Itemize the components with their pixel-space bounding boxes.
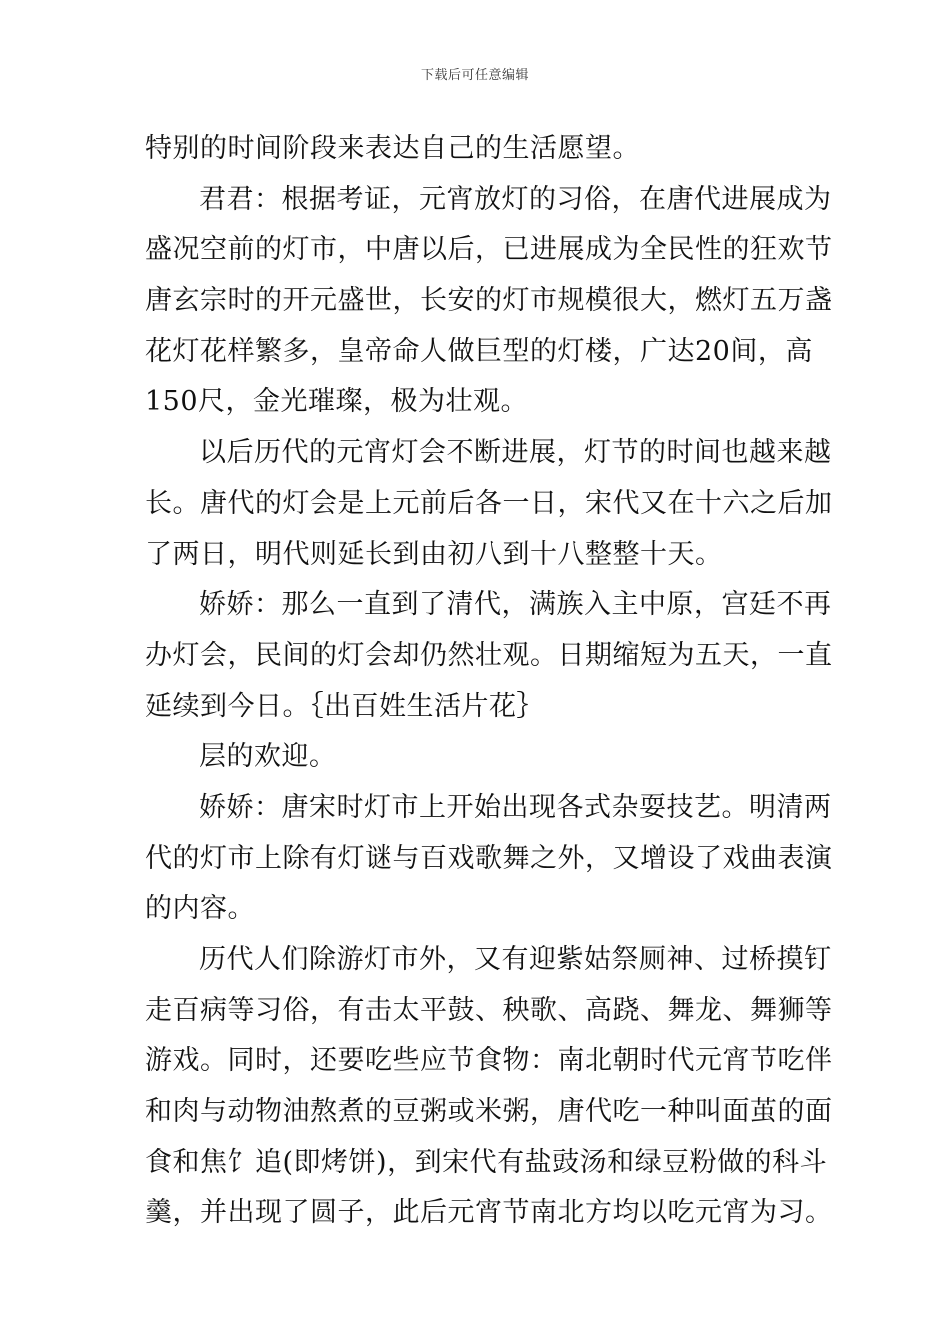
text-line: 花灯花样繁多，皇帝命人做巨型的灯楼，广达20间，高 — [145, 335, 813, 367]
text-line: 羹，并出现了圆子，此后元宵节南北方均以吃元宵为习。 — [145, 1197, 833, 1229]
text-line: 特别的时间阶段来表达自己的生活愿望。 — [145, 133, 640, 164]
text-line: 代的灯市上除有灯谜与百戏歌舞之外，又增设了戏曲表演 — [145, 842, 833, 874]
paragraph-start-line: 娇娇：唐宋时灯市上开始出现各式杂耍技艺。明清两 — [199, 791, 832, 823]
text-line: 和肉与动物油熬煮的豆粥或米粥，唐代吃一种叫面茧的面 — [145, 1096, 833, 1128]
text-line: 办灯会，民间的灯会却仍然壮观。日期缩短为五天，一直 — [145, 639, 833, 671]
text-line: 唐玄宗时的开元盛世，长安的灯市规模很大，燃灯五万盏 — [145, 285, 833, 317]
text-line: 的内容。 — [145, 893, 255, 925]
paragraph-start-line: 层的欢迎。 — [199, 741, 337, 773]
text-line: 长。唐代的灯会是上元前后各一日，宋代又在十六之后加 — [145, 487, 833, 519]
paragraph-start-line: 以后历代的元宵灯会不断进展，灯节的时间也越来越 — [199, 437, 832, 469]
paragraph-start-line: 君君：根据考证，元宵放灯的习俗，在唐代进展成为 — [199, 183, 832, 215]
text-line: 食和焦饣追(即烤饼)，到宋代有盐豉汤和绿豆粉做的科斗 — [145, 1146, 828, 1178]
text-line: 走百病等习俗，有击太平鼓、秧歌、高跷、舞龙、舞狮等 — [145, 994, 833, 1026]
text-line: 150尺，金光璀璨，极为壮观。 — [145, 386, 529, 418]
page-header-note: 下载后可任意编辑 — [420, 68, 529, 83]
text-line: 盛况空前的灯市，中唐以后，已进展成为全民性的狂欢节 — [145, 234, 833, 266]
paragraph-start-line: 历代人们除游灯市外，又有迎紫姑祭厕神、过桥摸钉 — [199, 944, 832, 975]
paragraph-start-line: 娇娇：那么一直到了清代，满族入主中原，宫廷不再 — [199, 589, 832, 621]
text-line: 游戏。同时，还要吃些应节食物：南北朝时代元宵节吃伴 — [145, 1045, 833, 1077]
text-line: 了两日，明代则延长到由初八到十八整整十天。 — [145, 538, 723, 570]
text-line: 延续到今日。｛出百姓生活片花｝ — [145, 690, 544, 722]
document-body — [145, 124, 833, 1239]
